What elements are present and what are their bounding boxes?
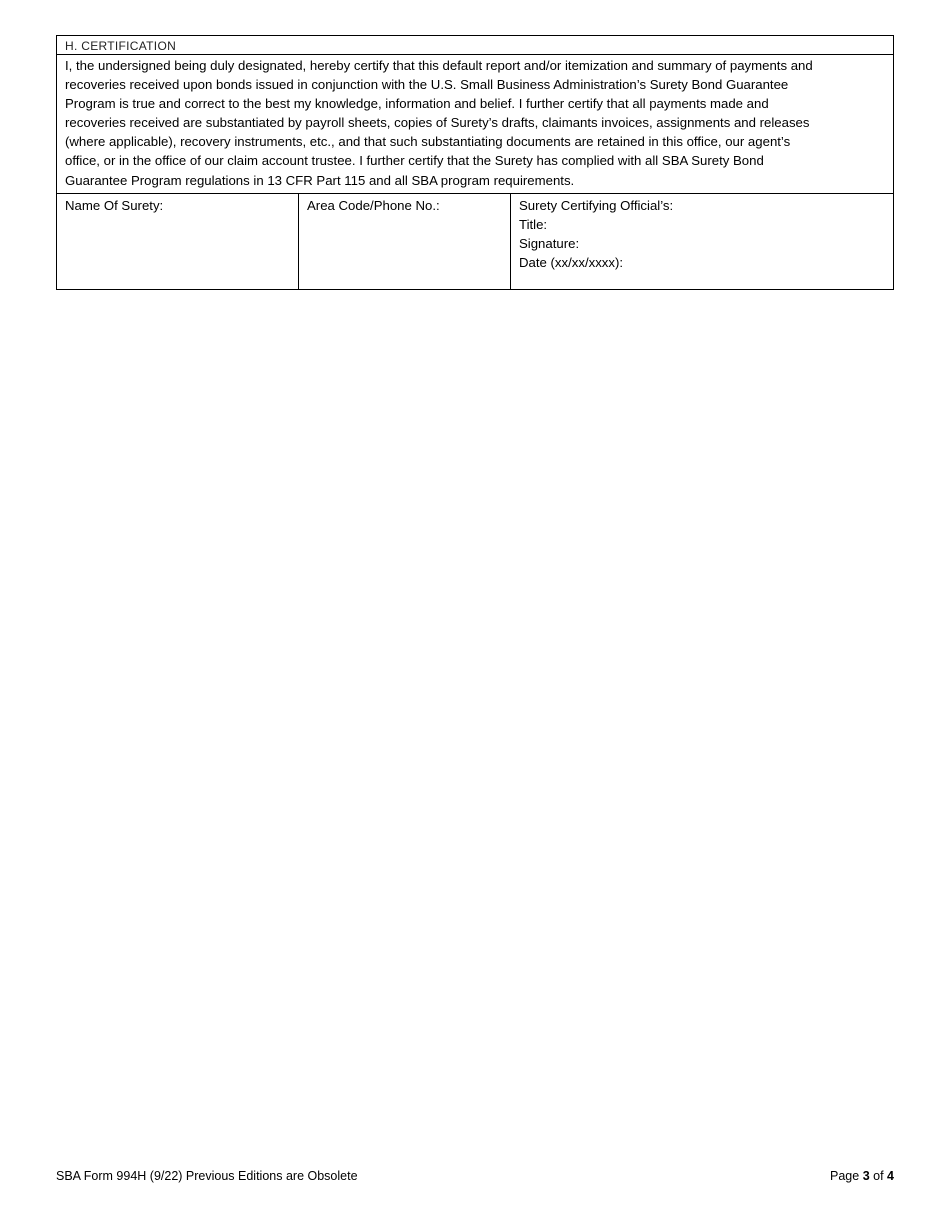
name-of-surety-field[interactable]: [57, 194, 299, 289]
certification-line: I, the undersigned being duly designated, hereby certify that this default report and/or itemization and summary of payments and: [65, 58, 813, 73]
name-of-surety-label: Name Of Surety:: [65, 197, 164, 213]
certification-line: Program is true and correct to the best my knowledge, information and belief. I further certify that all payments made and: [65, 96, 769, 112]
page-prefix: Page: [830, 1169, 860, 1183]
page-of: of: [873, 1169, 884, 1183]
date-label: Date (xx/xx/xxxx):: [519, 254, 624, 270]
official-label: Surety Certifying Official’s:: [519, 197, 674, 213]
page-number: [830, 1168, 894, 1184]
signature-fields-row: [57, 194, 893, 289]
phone-label: Area Code/Phone No.:: [307, 197, 440, 213]
page-total: 4: [887, 1169, 894, 1183]
section-header: [57, 36, 893, 55]
certification-line: office, or in the office of our claim account trustee. I further certify that the Surety has complied with all SBA Surety Bond: [65, 153, 764, 169]
page-current: 3: [862, 1169, 870, 1183]
phone-field[interactable]: [299, 194, 511, 289]
certification-line: Guarantee Program regulations in 13 CFR Part 115 and all SBA program requirements.: [65, 172, 575, 188]
certification-statement: [57, 55, 893, 194]
certification-line: recoveries received upon bonds issued in conjunction with the U.S. Small Business Administration’s Surety Bond Guarantee: [65, 77, 789, 93]
form-info: SBA Form 994H (9/22) Previous Editions are Obsolete: [56, 1169, 358, 1183]
certifying-official-field[interactable]: [511, 194, 893, 289]
certification-line: (where applicable), recovery instruments, etc., and that such substantiating documents are retained in this office, our agent’s: [65, 134, 791, 150]
signature-label: Signature:: [519, 235, 580, 251]
certification-section: [56, 35, 894, 290]
certification-line: recoveries received are substantiated by payroll sheets, copies of Surety’s drafts, claimants invoices, assignments and releases: [65, 115, 810, 131]
section-letter: H.: [65, 39, 78, 53]
section-title: CERTIFICATION: [81, 39, 177, 53]
title-label: Title:: [519, 216, 548, 232]
